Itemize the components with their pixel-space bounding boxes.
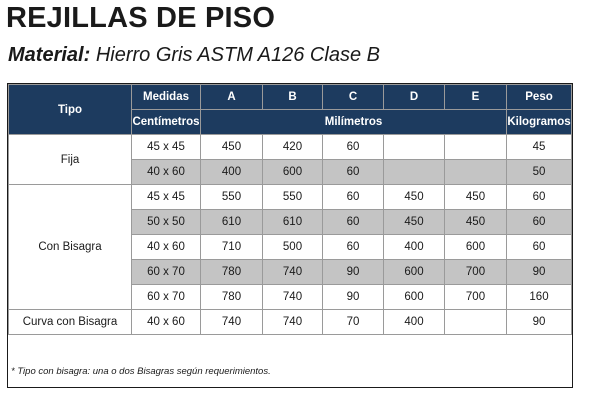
e-cell: 450 bbox=[445, 210, 507, 235]
medidas-cell: 45 x 45 bbox=[132, 135, 201, 160]
medidas-cell: 40 x 60 bbox=[132, 235, 201, 260]
medidas-cell: 45 x 45 bbox=[132, 185, 201, 210]
header-a: A bbox=[201, 85, 263, 110]
b-cell: 610 bbox=[263, 210, 323, 235]
d-cell bbox=[384, 160, 445, 185]
header-d: D bbox=[384, 85, 445, 110]
e-cell: 700 bbox=[445, 285, 507, 310]
c-cell: 60 bbox=[323, 185, 384, 210]
e-cell: 600 bbox=[445, 235, 507, 260]
medidas-cell: 60 x 70 bbox=[132, 285, 201, 310]
e-cell bbox=[445, 160, 507, 185]
c-cell: 90 bbox=[323, 285, 384, 310]
b-cell: 740 bbox=[263, 310, 323, 335]
e-cell: 700 bbox=[445, 260, 507, 285]
footnote: * Tipo con bisagra: una o dos Bisagras según requerimientos. bbox=[11, 366, 271, 377]
medidas-cell: 40 x 60 bbox=[132, 160, 201, 185]
medidas-cell: 60 x 70 bbox=[132, 260, 201, 285]
e-cell bbox=[445, 310, 507, 335]
a-cell: 780 bbox=[201, 285, 263, 310]
a-cell: 780 bbox=[201, 260, 263, 285]
header-c: C bbox=[323, 85, 384, 110]
peso-cell: 60 bbox=[507, 185, 572, 210]
material-value: Hierro Gris ASTM A126 Clase B bbox=[95, 44, 380, 66]
material-subtitle bbox=[8, 44, 380, 67]
e-cell: 450 bbox=[445, 185, 507, 210]
c-cell: 60 bbox=[323, 210, 384, 235]
tipo-cell: Con Bisagra bbox=[9, 185, 132, 310]
c-cell: 60 bbox=[323, 235, 384, 260]
page-title: REJILLAS DE PISO bbox=[6, 2, 276, 34]
b-cell: 740 bbox=[263, 260, 323, 285]
b-cell: 740 bbox=[263, 285, 323, 310]
header-tipo: Tipo bbox=[9, 85, 132, 135]
peso-cell: 60 bbox=[507, 235, 572, 260]
spec-table-frame bbox=[7, 83, 573, 388]
a-cell: 550 bbox=[201, 185, 263, 210]
c-cell: 90 bbox=[323, 260, 384, 285]
peso-cell: 50 bbox=[507, 160, 572, 185]
c-cell: 60 bbox=[323, 135, 384, 160]
header-kilogramos: Kilogramos bbox=[507, 110, 572, 135]
material-label: Material: bbox=[8, 44, 91, 66]
b-cell: 550 bbox=[263, 185, 323, 210]
header-b: B bbox=[263, 85, 323, 110]
tipo-cell: Fija bbox=[9, 135, 132, 185]
medidas-cell: 50 x 50 bbox=[132, 210, 201, 235]
d-cell: 450 bbox=[384, 210, 445, 235]
header-row-1 bbox=[9, 85, 572, 110]
spec-table bbox=[8, 84, 572, 335]
d-cell bbox=[384, 135, 445, 160]
header-peso: Peso bbox=[507, 85, 572, 110]
tipo-cell: Curva con Bisagra bbox=[9, 310, 132, 335]
d-cell: 450 bbox=[384, 185, 445, 210]
medidas-cell: 40 x 60 bbox=[132, 310, 201, 335]
peso-cell: 90 bbox=[507, 310, 572, 335]
peso-cell: 60 bbox=[507, 210, 572, 235]
d-cell: 400 bbox=[384, 235, 445, 260]
a-cell: 610 bbox=[201, 210, 263, 235]
header-centimetros: Centímetros bbox=[132, 110, 201, 135]
b-cell: 420 bbox=[263, 135, 323, 160]
header-medidas: Medidas bbox=[132, 85, 201, 110]
header-e: E bbox=[445, 85, 507, 110]
b-cell: 500 bbox=[263, 235, 323, 260]
a-cell: 450 bbox=[201, 135, 263, 160]
a-cell: 400 bbox=[201, 160, 263, 185]
peso-cell: 160 bbox=[507, 285, 572, 310]
a-cell: 740 bbox=[201, 310, 263, 335]
d-cell: 400 bbox=[384, 310, 445, 335]
d-cell: 600 bbox=[384, 260, 445, 285]
a-cell: 710 bbox=[201, 235, 263, 260]
table-row bbox=[9, 135, 572, 160]
e-cell bbox=[445, 135, 507, 160]
b-cell: 600 bbox=[263, 160, 323, 185]
header-milimetros: Milímetros bbox=[201, 110, 507, 135]
table-row bbox=[9, 310, 572, 335]
d-cell: 600 bbox=[384, 285, 445, 310]
table-row bbox=[9, 185, 572, 210]
peso-cell: 45 bbox=[507, 135, 572, 160]
peso-cell: 90 bbox=[507, 260, 572, 285]
c-cell: 60 bbox=[323, 160, 384, 185]
c-cell: 70 bbox=[323, 310, 384, 335]
